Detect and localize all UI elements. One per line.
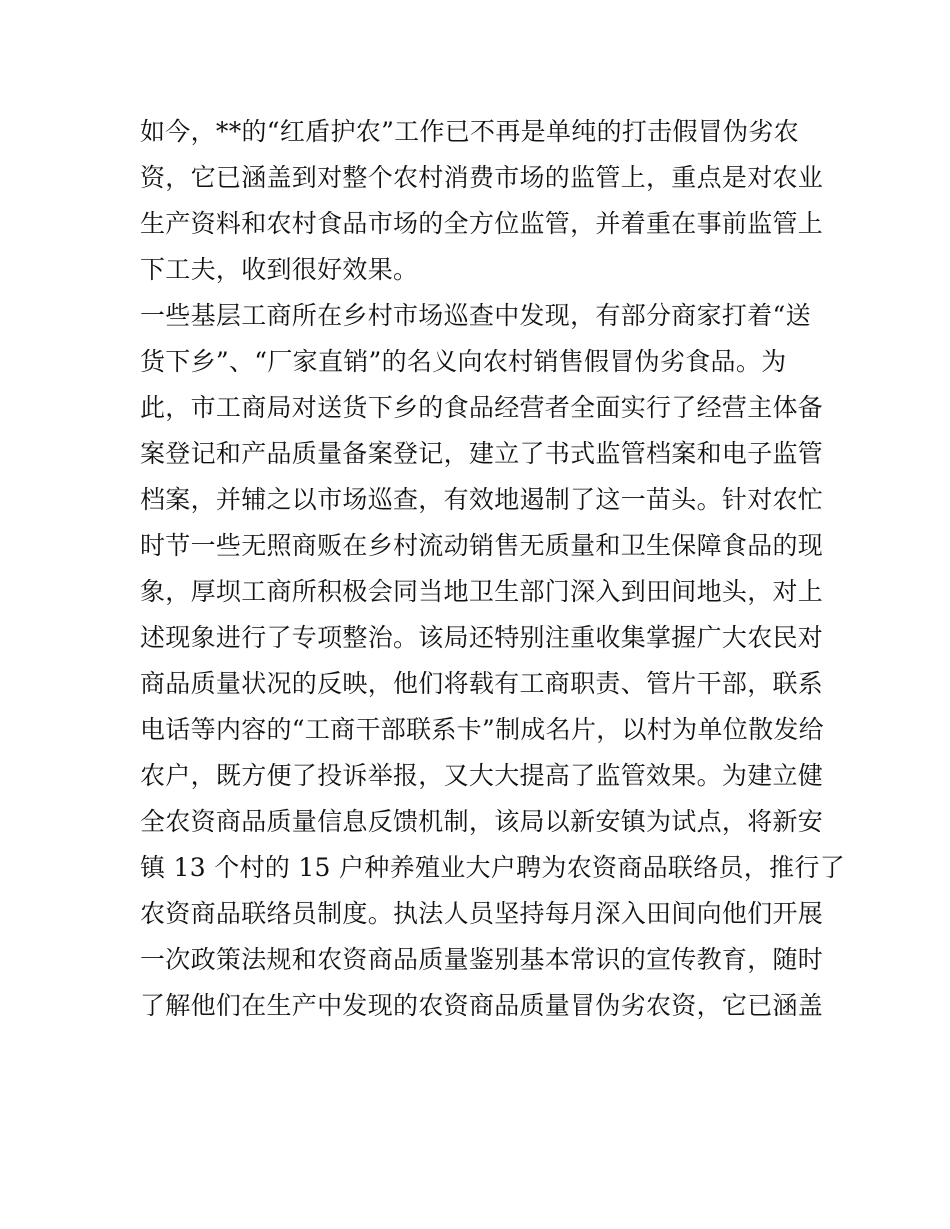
text-line: 了解他们在生产中发现的农资商品质量冒伪劣农资，它已涵盖 [140,991,824,1020]
text-line: 镇 13 个村的 15 户种养殖业大户聘为农资商品联络员，推行了 [140,853,846,882]
text-line: 农户，既方便了投诉举报，又大大提高了监管效果。为建立健 [140,761,824,790]
text-line: 时节一些无照商贩在乡村流动销售无质量和卫生保障食品的现 [140,531,824,560]
text-line: 农资商品联络员制度。执法人员坚持每月深入田间向他们开展 [140,899,824,928]
text-line: 档案，并辅之以市场巡查，有效地遏制了这一苗头。针对农忙 [140,485,824,514]
text-line: 电话等内容的“工商干部联系卡”制成名片，以村为单位散发给 [140,715,824,744]
text-line: 象，厚坝工商所积极会同当地卫生部门深入到田间地头，对上 [140,577,824,606]
text-line: 全农资商品质量信息反馈机制，该局以新安镇为试点，将新安 [140,807,824,836]
text-line: 下工夫，收到很好效果。 [140,255,419,284]
body-text [140,109,846,1029]
text-line: 一些基层工商所在乡村市场巡查中发现，有部分商家打着“送 [140,301,811,330]
text-line: 一次政策法规和农资商品质量鉴别基本常识的宣传教育，随时 [140,945,824,974]
text-line: 案登记和产品质量备案登记，建立了书式监管档案和电子监管 [140,439,824,468]
text-line: 生产资料和农村食品市场的全方位监管，并着重在事前监管上 [140,209,824,238]
text-line: 货下乡”、“厂家直销”的名义向农村销售假冒伪劣食品。为 [140,347,787,376]
text-line: 述现象进行了专项整治。该局还特别注重收集掌握广大农民对 [140,623,824,652]
text-line: 商品质量状况的反映，他们将载有工商职责、管片干部，联系 [140,669,824,698]
text-line: 资，它已涵盖到对整个农村消费市场的监管上，重点是对农业 [140,163,824,192]
text-line: 如今，**的“红盾护农”工作已不再是单纯的打击假冒伪劣农 [140,117,799,146]
text-line: 此，市工商局对送货下乡的食品经营者全面实行了经营主体备 [140,393,824,422]
